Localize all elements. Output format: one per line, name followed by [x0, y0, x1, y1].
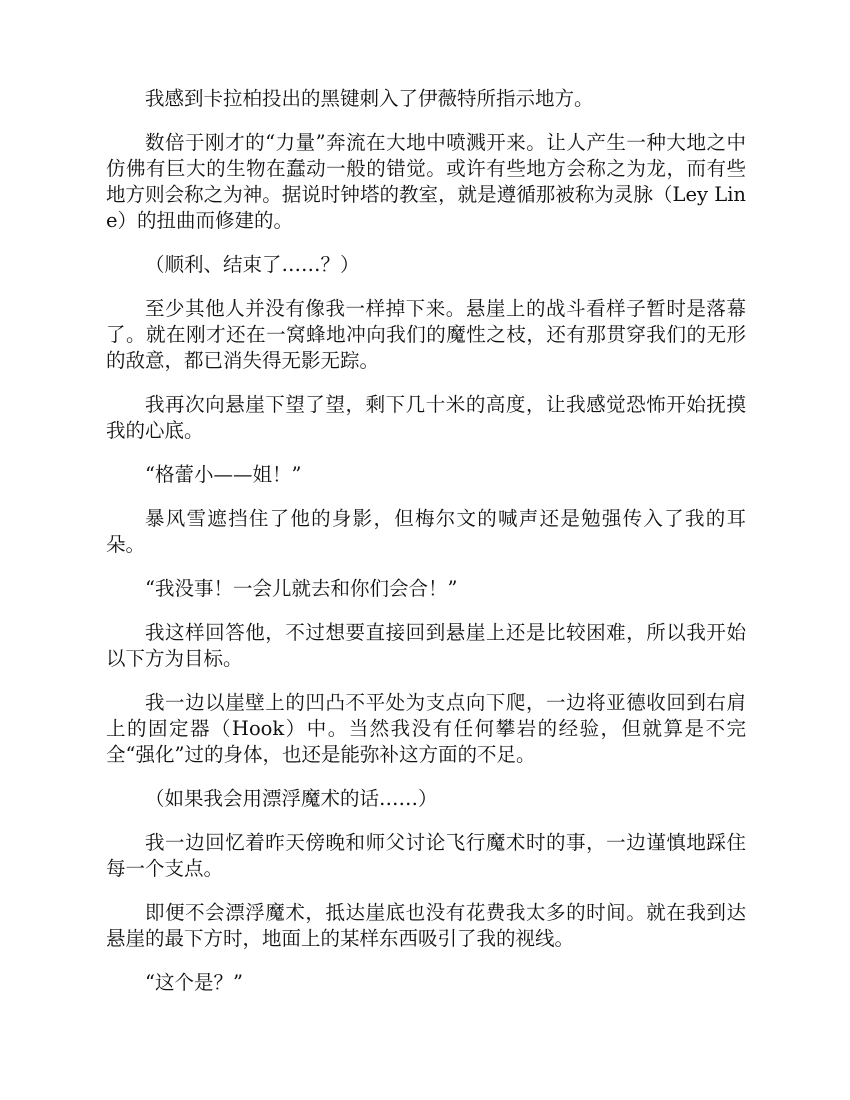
paragraph-3: （顺利、结束了……？）	[145, 253, 360, 276]
paragraph-14: “这个是？”	[145, 971, 243, 994]
paragraph-11: （如果我会用漂浮魔术的话……）	[145, 787, 438, 810]
paragraph-12: 我一边回忆着昨天傍晚和师父讨论飞行魔术时的事，一边谨慎地踩住每一个支点。	[106, 831, 746, 880]
paragraph-8: “我没事！一会儿就去和你们会合！”	[145, 577, 458, 600]
paragraph-13: 即便不会漂浮魔术，抵达崖底也没有花费我太多的时间。就在我到达悬崖的最下方时，地面上的某样东西吸引了我的视线。	[106, 901, 746, 950]
paragraph-10: 我一边以崖壁上的凹凸不平处为支点向下爬，一边将亚德收回到右肩上的固定器（Hook）中。当然我没有任何攀岩的经验，但就算是不完全“强化”过的身体，也还是能弥补这方面的不足。	[106, 691, 746, 766]
paragraph-9: 我这样回答他，不过想要直接回到悬崖上还是比较困难，所以我开始以下方为目标。	[106, 621, 746, 670]
paragraph-5: 我再次向悬崖下望了望，剩下几十米的高度，让我感觉恐怖开始抚摸我的心底。	[106, 393, 746, 442]
paragraph-1: 我感到卡拉柏投出的黑键刺入了伊薇特所指示地方。	[145, 87, 594, 110]
paragraph-7: 暴风雪遮挡住了他的身影，但梅尔文的喊声还是勉强传入了我的耳朵。	[106, 507, 746, 556]
document-body	[106, 86, 746, 1014]
paragraph-4: 至少其他人并没有像我一样掉下来。悬崖上的战斗看样子暂时是落幕了。就在刚才还在一窝蜂地冲向我们的魔性之枝，还有那贯穿我们的无形的敌意，都已消失得无影无踪。	[106, 297, 746, 372]
paragraph-6: “格蕾小——姐！”	[145, 463, 302, 486]
paragraph-2: 数倍于刚才的“力量”奔流在大地中喷溅开来。让人产生一种大地之中仿佛有巨大的生物在蠢动一般的错觉。或许有些地方会称之为龙，而有些地方则会称之为神。据说时钟塔的教室，就是遵循那被称为灵脉（Ley Line）的扭曲而修建的。	[106, 131, 746, 232]
